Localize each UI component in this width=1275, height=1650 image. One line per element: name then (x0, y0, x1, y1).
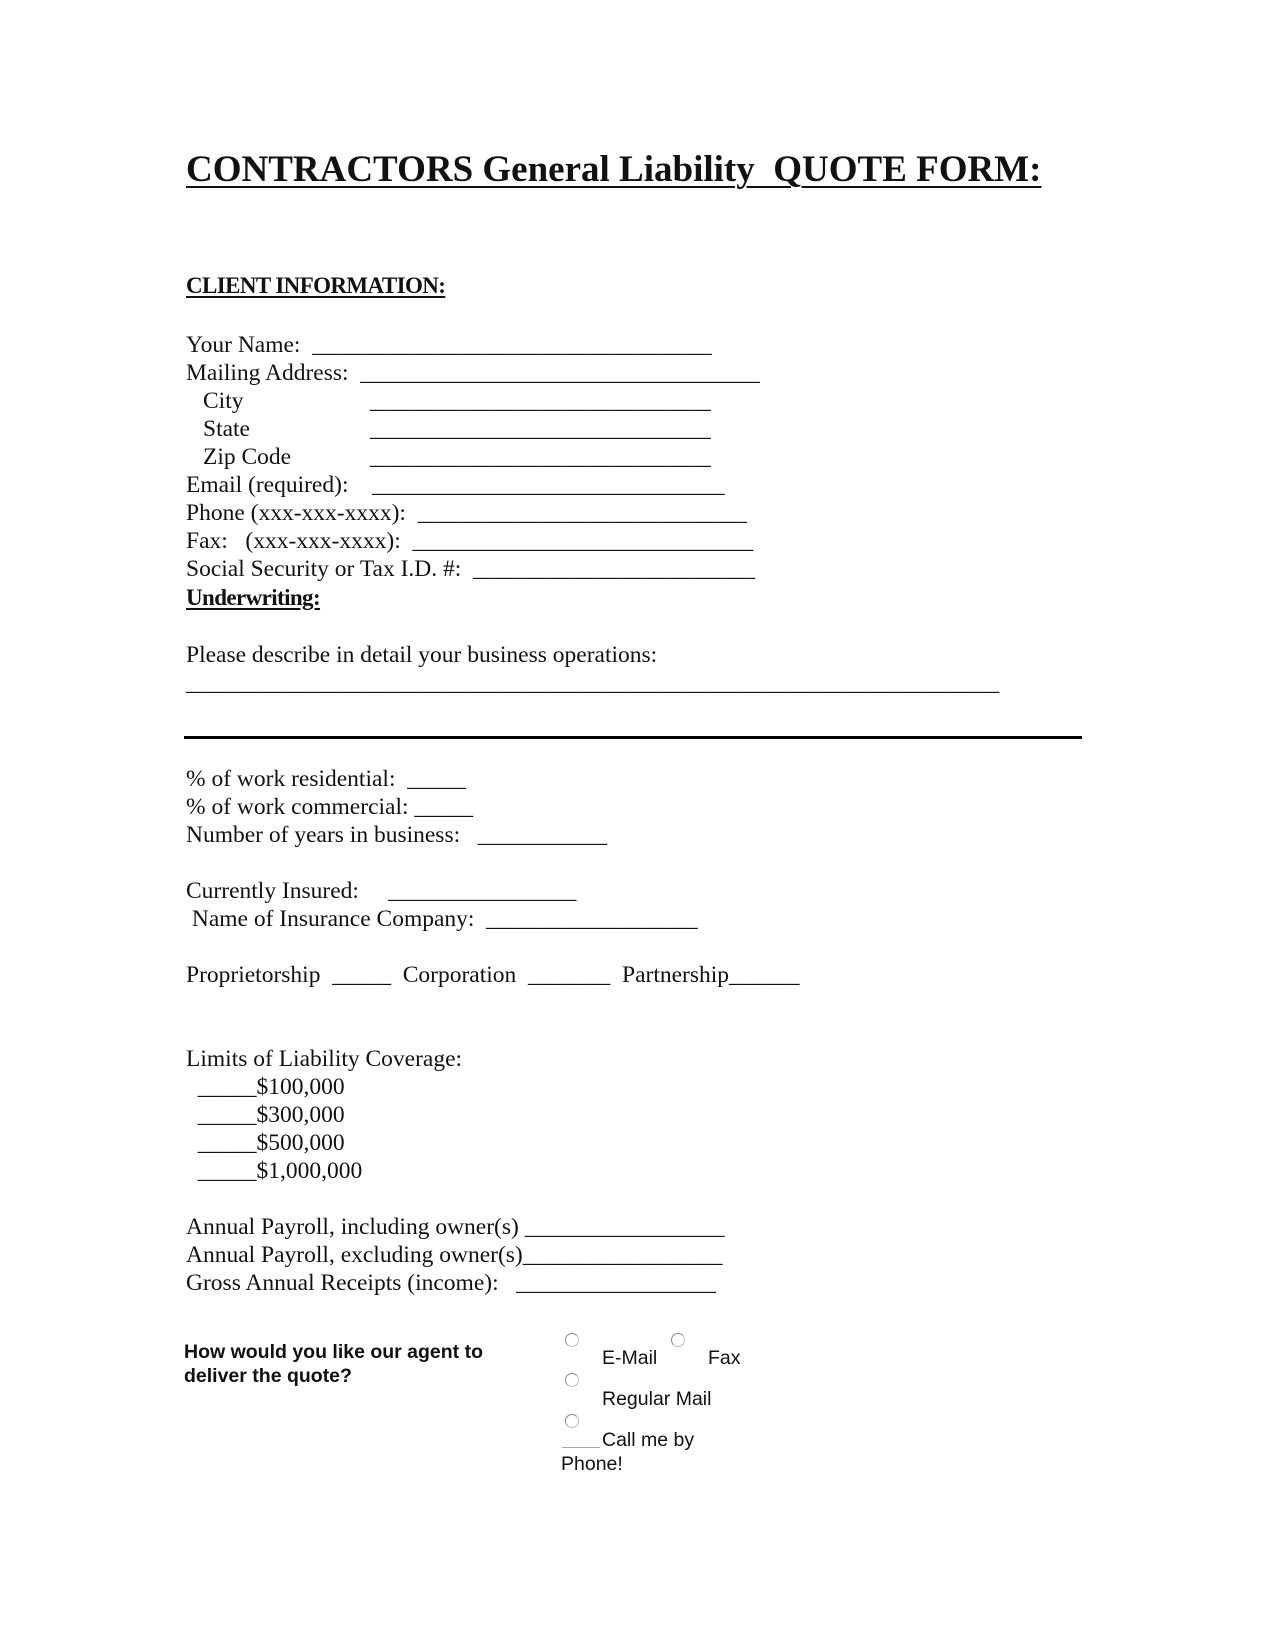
email-field[interactable]: Email (required): ______________________________ (186, 472, 725, 498)
section-divider (184, 736, 1082, 739)
email-option-label: E-Mail (602, 1347, 658, 1369)
regular-mail-option-label: Regular Mail (602, 1388, 712, 1410)
currently-insured-field[interactable]: Currently Insured: ________________ (186, 878, 577, 904)
business-operations-label: Please describe in detail your business operations: (186, 642, 658, 668)
limit-option[interactable]: _____$100,000 (186, 1074, 345, 1100)
phone-radio[interactable] (565, 1414, 579, 1428)
liability-limits-label: Limits of Liability Coverage: (186, 1046, 463, 1072)
limit-option[interactable]: _____$500,000 (186, 1130, 345, 1156)
underwriting-heading: Underwriting: (186, 585, 321, 610)
regular-mail-radio[interactable] (565, 1373, 579, 1387)
tax-id-field[interactable]: Social Security or Tax I.D. #: ________________________ (186, 556, 756, 582)
form-title: CONTRACTORS General Liability QUOTE FORM: (186, 149, 1042, 190)
phone-field[interactable]: Phone (xxx-xxx-xxxx): ____________________________ (186, 500, 747, 526)
limit-option[interactable]: _____$1,000,000 (186, 1158, 363, 1184)
zip-code-field[interactable]: _____________________________ (370, 444, 711, 470)
mailing-address-field[interactable]: Mailing Address: __________________________________ (186, 360, 760, 386)
your-name-field[interactable]: Your Name: __________________________________ (186, 332, 712, 358)
state-label: State (203, 416, 250, 442)
commercial-percent-field[interactable]: % of work commercial: _____ (186, 794, 474, 820)
business-operations-field[interactable]: _______________________________________________________________________ (186, 670, 999, 696)
fax-field[interactable]: Fax: (xxx-xxx-xxxx): _____________________________ (186, 528, 754, 554)
years-in-business-field[interactable]: Number of years in business: ___________ (186, 822, 607, 848)
fax-option-label: Fax (708, 1347, 741, 1369)
city-label: City (203, 388, 244, 414)
insurance-company-field[interactable]: Name of Insurance Company: __________________ (186, 906, 698, 932)
business-entity-field[interactable]: Proprietorship _____ Corporation _______ Partnership______ (186, 962, 800, 988)
radio-underline (562, 1447, 600, 1448)
residential-percent-field[interactable]: % of work residential: _____ (186, 766, 466, 792)
limit-option[interactable]: _____$300,000 (186, 1102, 345, 1128)
zip-code-label: Zip Code (203, 444, 292, 470)
city-field[interactable]: _____________________________ (370, 388, 711, 414)
delivery-question: How would you like our agent to deliver the quote? (184, 1341, 484, 1387)
phone-option-label-continued: Phone! (561, 1453, 623, 1475)
fax-radio[interactable] (671, 1333, 685, 1347)
phone-option-label: Call me by (602, 1429, 695, 1451)
gross-receipts-field[interactable]: Gross Annual Receipts (income): _________________ (186, 1270, 716, 1296)
state-field[interactable]: _____________________________ (370, 416, 711, 442)
payroll-excluding-owners-field[interactable]: Annual Payroll, excluding owner(s)_________________ (186, 1242, 723, 1268)
client-information-heading: CLIENT INFORMATION: (186, 273, 446, 298)
payroll-including-owners-field[interactable]: Annual Payroll, including owner(s) _________________ (186, 1214, 725, 1240)
email-radio[interactable] (565, 1333, 579, 1347)
